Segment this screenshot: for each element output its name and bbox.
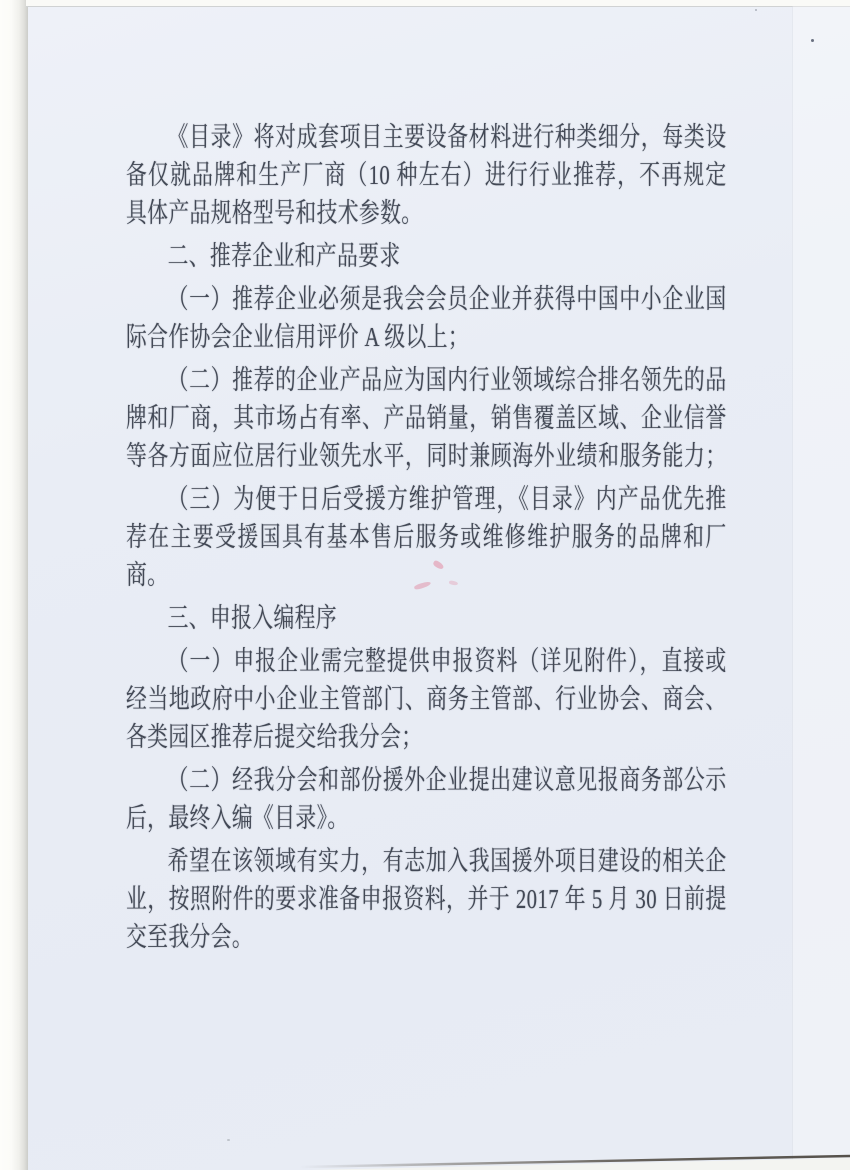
- text-line: 商。: [126, 560, 169, 590]
- text-line: （一）推荐企业必须是我会会员企业并获得中国中小企业国: [167, 284, 727, 314]
- text-line: （三）为便于日后受援方维护管理，《目录》内产品优先推: [167, 484, 727, 514]
- text-line: 后，最终入编《目录》。: [126, 803, 349, 833]
- text-line: 《目录》将对成套项目主要设备材料进行种类细分，每类设: [167, 122, 727, 152]
- text-line: 三、申报入编程序: [167, 603, 337, 633]
- dust-speck: [227, 1139, 230, 1141]
- text-line: 希望在该领域有实力，有志加入我国援外项目建设的相关企: [167, 846, 727, 876]
- text-line: 牌和厂商，其市场占有率、产品销量，销售覆盖区域、企业信誉: [126, 403, 727, 433]
- text-line: （二）推荐的企业产品应为国内行业领域综合排名领先的品: [167, 365, 727, 395]
- scanner-left-edge: [0, 0, 28, 1170]
- text-line: 具体产品规格型号和技术参数。: [126, 198, 423, 228]
- dust-speck: [755, 9, 757, 11]
- text-line: （一）申报企业需完整提供申报资料（详见附件），直接或: [167, 646, 727, 676]
- text-line: （二）经我分会和部份援外企业提出建议意见报商务部公示: [167, 765, 727, 795]
- dust-speck: [811, 39, 814, 42]
- text-line: 二、推荐企业和产品要求: [167, 241, 401, 271]
- text-line: 业，按照附件的要求准备申报资料，并于 2017 年 5 月 30 日前提: [126, 884, 727, 914]
- document-text: [126, 118, 727, 956]
- text-line: 各类园区推荐后提交给我分会；: [126, 722, 423, 752]
- page-right-edge: [792, 6, 850, 1170]
- page-top-edge: [26, 0, 850, 7]
- text-line: 荐在主要受援国具有基本售后服务或维修维护服务的品牌和厂: [126, 522, 727, 552]
- text-line: 备仅就品牌和生产厂商（10 种左右）进行行业推荐，不再规定: [126, 160, 727, 190]
- text-line: 交至我分会。: [126, 922, 254, 952]
- text-line: 际合作协会企业信用评价 A 级以上；: [126, 322, 470, 352]
- text-line: 经当地政府中小企业主管部门、商务主管部、行业协会、商会、: [126, 684, 727, 714]
- text-line: 等各方面应位居行业领先水平，同时兼顾海外业绩和服务能力；: [126, 441, 727, 471]
